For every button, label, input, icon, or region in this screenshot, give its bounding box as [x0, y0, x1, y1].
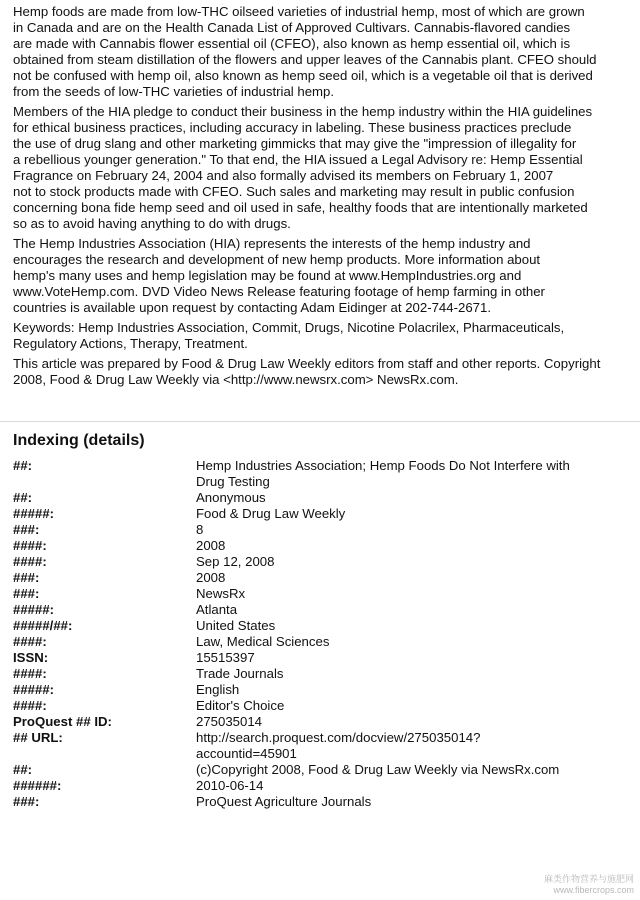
field-label: ProQuest ## ID:: [13, 714, 112, 729]
field-value: Food & Drug Law Weekly: [196, 506, 346, 521]
field-value: Atlanta: [196, 602, 238, 617]
copyright-paragraph: This article was prepared by Food & Drug Law Weekly editors from staff and other reports. Copyright 2008, Food & Drug Law Weekly via <http://www.newsrx.com> NewsRx.com.: [13, 356, 601, 387]
field-label: ####:: [13, 698, 47, 713]
field-label: #####/##:: [13, 618, 73, 633]
table-row: [13, 634, 633, 650]
field-value: 8: [196, 522, 204, 537]
document-url-link[interactable]: http://search.proquest.com/docview/275035014? accountid=45901: [196, 730, 481, 761]
table-row: [13, 570, 633, 586]
field-label: ###:: [13, 570, 40, 585]
table-row: [13, 458, 633, 490]
table-row: [13, 794, 633, 810]
field-value: 2008: [196, 570, 226, 585]
indexing-title: Indexing (details): [13, 432, 145, 449]
section-divider: [0, 421, 640, 422]
field-value: Law, Medical Sciences: [196, 634, 330, 649]
field-label: ###:: [13, 522, 40, 537]
table-row: [13, 714, 633, 730]
field-label: #####:: [13, 602, 55, 617]
field-label: ######:: [13, 778, 62, 793]
field-value: English: [196, 682, 240, 697]
table-row: [13, 538, 633, 554]
table-row: [13, 682, 633, 698]
table-row: [13, 730, 633, 762]
indexing-table: [13, 458, 633, 810]
table-row: [13, 602, 633, 618]
table-row: [13, 650, 633, 666]
field-value: United States: [196, 618, 276, 633]
field-value: 2008: [196, 538, 226, 553]
field-value: Editor's Choice: [196, 698, 285, 713]
article-body: [13, 4, 635, 392]
field-value: Hemp Industries Association; Hemp Foods Do Not Interfere with Drug Testing: [196, 458, 570, 489]
field-label: ## URL:: [13, 730, 63, 745]
field-label: ISSN:: [13, 650, 49, 665]
field-label: #####:: [13, 506, 55, 521]
field-value: NewsRx: [196, 586, 246, 601]
field-value: Anonymous: [196, 490, 266, 505]
article-paragraph: Hemp foods are made from low-THC oilseed varieties of industrial hemp, most of which are grown in Canada and are on the Health Canada List of Approved Cultivars. Cannabis-flavored candies are made with Cannabis flower essential oil (CFEO), also known as hemp essential oil, which is obtained from steam distillation of the flowers and upper leaves of the Cannabis plant. CFEO should not be confused with hemp oil, also known as hemp seed oil, which is a vegetable oil that is derived from the seeds of low-THC varieties of industrial hemp.: [13, 4, 597, 99]
table-row: [13, 698, 633, 714]
table-row: [13, 506, 633, 522]
table-row: [13, 666, 633, 682]
watermark-url-text: www.fibercrops.com: [553, 885, 634, 895]
table-row: [13, 490, 633, 506]
field-value: ProQuest Agriculture Journals: [196, 794, 372, 809]
article-paragraph: Members of the HIA pledge to conduct their business in the hemp industry within the HIA guidelines for ethical business practices, including accuracy in labeling. These business practices preclude the use of drug slang and other marketing gimmicks that may give the "impression of illegality for a rebellious younger generation." To that end, the HIA issued a Legal Advisory re: Hemp Essential Fragrance on February 24, 2004 and also formally advised its members on February 1, 2007 not to stock products made with CFEO. Such sales and marketing may result in public confusion concerning bona fide hemp seed and oil used in safe, healthy foods that are intentionally marketed so as to avoid having anything to do with drugs.: [13, 104, 593, 231]
table-row: [13, 762, 633, 778]
site-watermark: [544, 874, 634, 896]
field-value: 15515397: [196, 650, 255, 665]
field-value: 275035014: [196, 714, 263, 729]
field-value: (c)Copyright 2008, Food & Drug Law Weekly via NewsRx.com: [196, 762, 560, 777]
field-label: #####:: [13, 682, 55, 697]
field-label: ####:: [13, 538, 47, 553]
field-value: 2010-06-14: [196, 778, 264, 793]
field-value: Trade Journals: [196, 666, 284, 681]
field-value: Sep 12, 2008: [196, 554, 275, 569]
field-label: ###:: [13, 794, 40, 809]
table-row: [13, 778, 633, 794]
field-label: ##:: [13, 490, 33, 505]
article-paragraph: The Hemp Industries Association (HIA) represents the interests of the hemp industry and encourages the research and development of new hemp products. More information about hemp's many uses and hemp legislation may be found at www.HempIndustries.org and www.VoteHemp.com. DVD Video News Release featuring footage of hemp farming in other countries is available upon request by contacting Adam Eidinger at 202-744-2671.: [13, 236, 545, 315]
table-row: [13, 618, 633, 634]
field-label: ####:: [13, 554, 47, 569]
field-label: ###:: [13, 586, 40, 601]
field-label: ####:: [13, 666, 47, 681]
keywords-paragraph: Keywords: Hemp Industries Association, Commit, Drugs, Nicotine Polacrilex, Pharmaceuticals, Regulatory Actions, Therapy, Treatment.: [13, 320, 565, 351]
field-label: ##:: [13, 458, 33, 473]
field-label: ##:: [13, 762, 33, 777]
table-row: [13, 522, 633, 538]
table-row: [13, 586, 633, 602]
watermark-chinese-text: 麻类作物营养与施肥网: [543, 874, 634, 884]
table-row: [13, 554, 633, 570]
field-label: ####:: [13, 634, 47, 649]
